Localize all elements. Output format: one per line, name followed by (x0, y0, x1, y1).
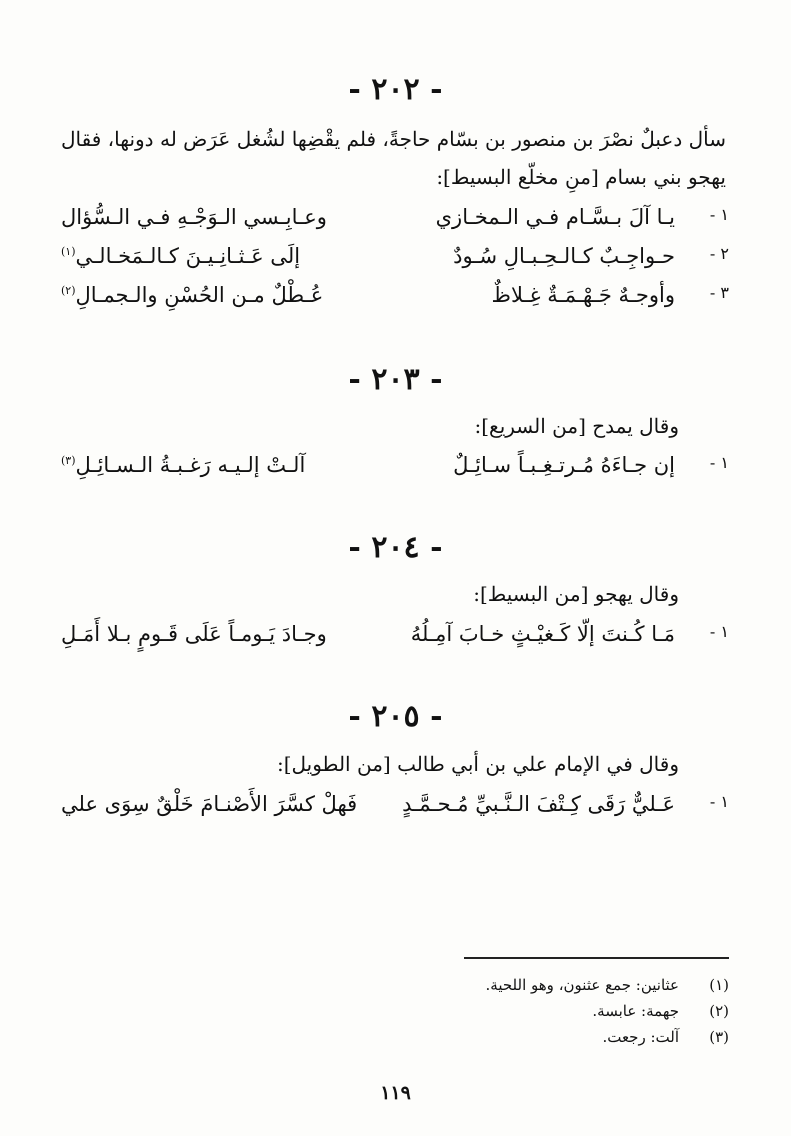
footnote-number: (٢) (709, 1002, 729, 1020)
footnote-divider (464, 957, 729, 959)
footnote-marker[interactable]: (٣) (61, 454, 76, 467)
footnote-text: عثانين: جمع عثنون، وهو اللحية. (485, 976, 679, 994)
verse-number: ١ - (709, 622, 729, 641)
section-title-202: - ٢٠٢ - (348, 72, 443, 107)
footnote-1 (249, 976, 729, 1000)
verse-number: ١ - (709, 792, 729, 811)
verse-second-hemistich: وعـابِـسي الـوَجْـهِ فـي الـسُّؤال (61, 205, 327, 229)
section-title-205: - ٢٠٥ - (348, 699, 443, 734)
verse-202-2 (61, 244, 729, 278)
verse-number: ١ - (709, 453, 729, 472)
verse-first-hemistich: مَـا كُـنتَ إلّا كَـغيْـثٍ خـابَ آمِـلُهُ (410, 622, 675, 646)
verse-second-hemistich-text: عُـطْلٌ مـن الحُسْنِ والـجمـالِ (75, 283, 324, 307)
footnote-text: آلت: رجعت. (602, 1028, 679, 1046)
verse-203-1 (61, 453, 729, 487)
section-title-203: - ٢٠٣ - (348, 362, 443, 397)
verse-second-hemistich: وجـادَ يَـومـاً عَلَى قَـومٍ بـلا أَمَـلِ (61, 622, 327, 646)
verse-second-hemistich (61, 244, 300, 268)
verse-second-hemistich-text: إلَى عَـثـانِـيـنَ كـالـمَخـالـي (75, 244, 301, 268)
verse-second-hemistich-text: آلـتْ إلـيـه رَغـبـةُ الـسـائِـلِ (75, 453, 306, 477)
section-title-204: - ٢٠٤ - (348, 530, 443, 565)
verse-number: ٣ - (709, 283, 729, 302)
footnote-marker[interactable]: (١) (61, 245, 76, 258)
verse-first-hemistich: وأوجـهٌ جَـهْـمَـةٌ غِـلاظٌ (491, 283, 675, 307)
footnote-3 (249, 1028, 729, 1052)
footnote-2 (249, 1002, 729, 1026)
footnote-number: (٣) (709, 1028, 729, 1046)
verse-number: ٢ - (709, 244, 729, 263)
verse-number: ١ - (709, 205, 729, 224)
verse-second-hemistich (61, 283, 323, 307)
verse-first-hemistich: يـا آلَ بـسَّـام فـي الـمخـازي (435, 205, 675, 229)
page-number: ١١٩ (380, 1082, 411, 1104)
intro-paragraph-202: سأل دعبلٌ نصْرَ بن منصور بن بسّام حاجةً، فلم يقْضِها لشُغل عَرَض له دونها، فقال يهجو بني بسام [منِ مخلّع البسيط]: (61, 127, 726, 189)
verse-second-hemistich: فَهلْ كسَّرَ الأَصْنـامَ خَلْقٌ سِوَى علي (61, 792, 358, 816)
verse-second-hemistich (61, 453, 305, 477)
intro-line-204: وقال يهجو [من البسيط]: (473, 582, 679, 606)
footnote-number: (١) (709, 976, 729, 994)
verse-202-3 (61, 283, 729, 317)
intro-line-203: وقال يمدح [من السريع]: (474, 414, 679, 438)
verse-first-hemistich: إن جـاءَهُ مُـرتـغِـبـاً سـائِـلٌ (453, 453, 675, 477)
verse-first-hemistich: حـواجِـبٌ كـالـحِـبـالِ سُـودٌ (453, 244, 675, 268)
verse-202-1 (61, 205, 729, 239)
intro-line-205: وقال في الإمام علي بن أبي طالب [من الطويل]: (276, 752, 679, 776)
verse-205-1 (61, 792, 729, 826)
footnote-marker[interactable]: (٢) (61, 284, 76, 297)
footnote-text: جهمة: عابسة. (592, 1002, 679, 1020)
verse-204-1 (61, 622, 729, 656)
verse-first-hemistich: عَـليٌّ رَقَى كِـتْفَ الـنَّـبيِّ مُـحـمَّـدٍ (402, 792, 675, 816)
